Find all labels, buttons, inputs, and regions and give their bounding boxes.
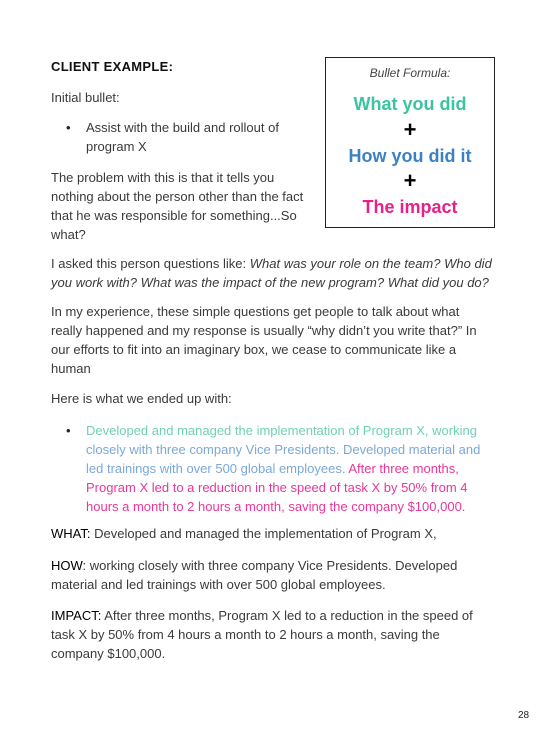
final-bullet-impact: Program X led to a reduction in the speed of task X by 50% from 4 — [86, 480, 468, 495]
paragraph-line: that he was responsible for something...So — [51, 208, 297, 223]
plus-icon: + — [403, 168, 417, 193]
what-label: WHAT: — [51, 526, 91, 541]
how-text: : working closely with three company Vice Presidents. Developed — [82, 558, 458, 573]
plus-icon: + — [403, 117, 417, 142]
formula-impact: The impact — [362, 197, 458, 217]
impact-paragraph — [51, 606, 506, 663]
bullet-formula-box — [325, 57, 495, 228]
section-heading: CLIENT EXAMPLE: — [51, 59, 174, 74]
formula-caption: Bullet Formula: — [369, 66, 451, 80]
what-paragraph — [51, 524, 506, 543]
impact-text: company $100,000. — [51, 646, 166, 661]
final-bullet-how: led trainings with over 500 global employees. — [86, 461, 346, 476]
ended-label: Here is what we ended up with: — [51, 391, 232, 406]
initial-label: Initial bullet: — [51, 90, 120, 105]
paragraph-line: nothing about the person other than the fact — [51, 189, 304, 204]
impact-text: After three months, Program X led to a reduction in the speed of — [101, 608, 473, 623]
paragraph-line: what? — [51, 227, 86, 242]
what-text: Developed and managed the implementation of Program X, — [90, 526, 437, 541]
paragraph-line: In my experience, these simple questions get people to talk about what — [51, 304, 460, 319]
formula-how: How you did it — [348, 146, 472, 166]
final-bullet-what: Developed and managed the implementation of Program X, working — [86, 423, 477, 438]
bullet-icon: • — [66, 423, 71, 438]
bullet-icon: • — [66, 120, 71, 135]
page-number: 28 — [518, 710, 530, 721]
how-label: HOW — [51, 558, 83, 573]
final-bullet-impact: hours a month to 2 hours a month, saving the company $100,000. — [86, 499, 466, 514]
paragraph-line: The problem with this is that it tells you — [51, 170, 275, 185]
how-paragraph — [51, 556, 506, 594]
paragraph-line: our efforts to fit into an imaginary box, we cease to communicate like a — [51, 342, 457, 357]
paragraph-line: really happened and my response is usually “why didn’t you write that?” In — [51, 323, 477, 338]
initial-bullet-line: program X — [86, 139, 147, 154]
impact-text: task X by 50% from 4 hours a month to 2 hours a month, saving the — [51, 627, 440, 642]
final-bullet-impact: After three months, — [345, 461, 459, 476]
asked-intro: I asked this person questions like: — [51, 256, 250, 271]
paragraph-line: human — [51, 361, 91, 376]
asked-questions: What was your role on the team? Who did — [249, 256, 492, 271]
final-bullet-how: closely with three company Vice Presidents. Developed material and — [86, 442, 481, 457]
initial-bullet-line: Assist with the build and rollout of — [86, 120, 279, 135]
problem-paragraph — [51, 168, 326, 244]
asked-questions: you work with? What was the impact of the new program? What did you do? — [51, 275, 489, 290]
experience-paragraph — [51, 302, 506, 378]
formula-what: What you did — [353, 94, 467, 114]
impact-label: IMPACT: — [51, 608, 102, 623]
how-text: material and led trainings with over 500 global employees. — [51, 577, 386, 592]
asked-paragraph — [51, 254, 506, 292]
